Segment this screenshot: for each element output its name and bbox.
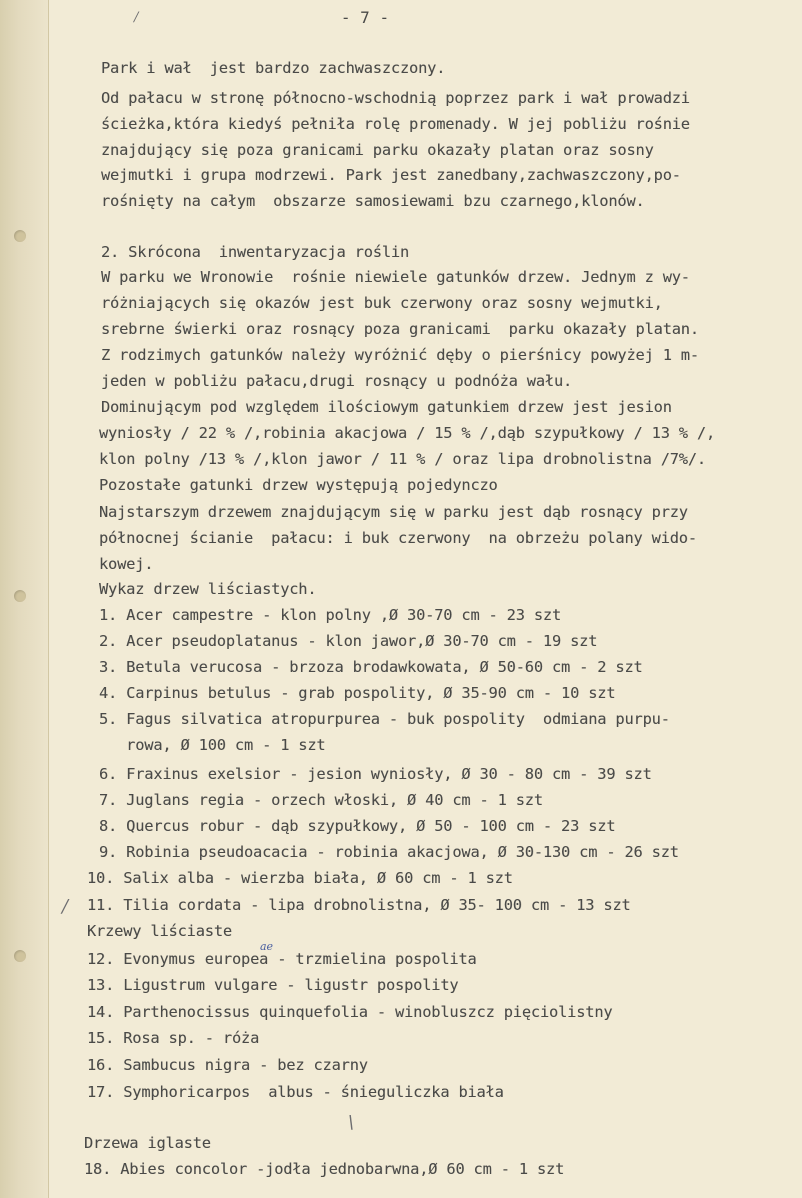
pen-mark-margin: / [62, 896, 69, 917]
list-item: 7. Juglans regia - orzech włoski, Ø 40 cm - 1 szt [99, 791, 543, 809]
list-item: 11. Tilia cordata - lipa drobnolistna, Ø 35- 100 cm - 13 szt [87, 896, 631, 914]
text-line: północnej ścianie pałacu: i buk czerwony na obrzeżu polany wido- [99, 529, 697, 547]
text-line: kowej. [99, 555, 154, 573]
text-line: Park i wał jest bardzo zachwaszczony. [101, 59, 446, 77]
pen-mark-top: / [134, 10, 139, 25]
list-item: 18. Abies concolor -jodła jednobarwna,Ø 60 cm - 1 szt [84, 1160, 565, 1178]
text-line: wejmutki i grupa modrzewi. Park jest zanedbany,zachwaszczony,po- [101, 166, 681, 184]
list-item: 6. Fraxinus exelsior - jesion wyniosły, Ø 30 - 80 cm - 39 szt [99, 765, 652, 783]
list-item: 2. Acer pseudoplatanus - klon jawor,Ø 30-70 cm - 19 szt [99, 632, 598, 650]
list-item: 17. Symphoricarpos albus - śnieguliczka biała [87, 1083, 504, 1101]
list-item: 5. Fagus silvatica atropurpurea - buk pospolity odmiana purpu- [99, 710, 670, 728]
list-heading: Drzewa iglaste [84, 1134, 211, 1152]
text-line: jeden w pobliżu pałacu,drugi rosnący u podnóża wału. [101, 372, 573, 390]
text-line: ścieżka,która kiedyś pełniła rolę promenady. W jej pobliżu rośnie [101, 115, 690, 133]
text-line: Najstarszym drzewem znajdującym się w parku jest dąb rosnący przy [99, 503, 688, 521]
binding-hole [14, 590, 26, 602]
page-number: - 7 - [340, 8, 390, 27]
binding-strip [0, 0, 49, 1198]
text-line: Od pałacu w stronę północno-wschodnią poprzez park i wał prowadzi [101, 89, 690, 107]
text-line: klon polny /13 % /,klon jawor / 11 % / oraz lipa drobnolistna /7%/. [99, 450, 706, 468]
list-item: 16. Sambucus nigra - bez czarny [87, 1056, 368, 1074]
list-item: 1. Acer campestre - klon polny ,Ø 30-70 cm - 23 szt [99, 606, 562, 624]
text-line: W parku we Wronowie rośnie niewiele gatunków drzew. Jednym z wy- [101, 268, 690, 286]
pen-mark-bottom: \ [348, 1112, 355, 1133]
text-line: wyniosły / 22 % /,robinia akacjowa / 15 % /,dąb szypułkowy / 13 % /, [99, 424, 716, 442]
list-item: 14. Parthenocissus quinquefolia - winobluszcz pięciolistny [87, 1003, 613, 1021]
text-line: różniających się okazów jest buk czerwony oraz sosny wejmutki, [101, 294, 663, 312]
section-heading: 2. Skrócona inwentaryzacja roślin [101, 243, 410, 261]
text-line: Pozostałe gatunki drzew występują pojedynczo [99, 476, 498, 494]
list-item: 13. Ligustrum vulgare - ligustr pospolity [87, 976, 459, 994]
list-item: 10. Salix alba - wierzba biała, Ø 60 cm - 1 szt [87, 869, 513, 887]
list-item: 4. Carpinus betulus - grab pospolity, Ø 35-90 cm - 10 szt [99, 684, 616, 702]
text-line: rośnięty na całym obszarze samosiewami bzu czarnego,klonów. [101, 192, 645, 210]
binding-hole [14, 230, 26, 242]
list-heading: Krzewy liściaste [87, 922, 232, 940]
list-item: 12. Evonymus europea - trzmielina pospolita [87, 950, 477, 968]
text-line: Z rodzimych gatunków należy wyróżnić dęby o pierśnicy powyżej 1 m- [101, 346, 699, 364]
list-heading: Wykaz drzew liściastych. [99, 580, 317, 598]
handwritten-correction: ae [260, 940, 274, 953]
list-item: 8. Quercus robur - dąb szypułkowy, Ø 50 - 100 cm - 23 szt [99, 817, 616, 835]
text-line: Dominującym pod względem ilościowym gatunkiem drzew jest jesion [101, 398, 672, 416]
binding-hole [14, 950, 26, 962]
list-item: rowa, Ø 100 cm - 1 szt [99, 736, 326, 754]
text-line: znajdujący się poza granicami parku okazały platan oraz sosny [101, 141, 654, 159]
list-item: 15. Rosa sp. - róża [87, 1029, 260, 1047]
list-item: 3. Betula verucosa - brzoza brodawkowata, Ø 50-60 cm - 2 szt [99, 658, 643, 676]
text-line: srebrne świerki oraz rosnący poza granicami parku okazały platan. [101, 320, 699, 338]
list-item: 9. Robinia pseudoacacia - robinia akacjowa, Ø 30-130 cm - 26 szt [99, 843, 679, 861]
